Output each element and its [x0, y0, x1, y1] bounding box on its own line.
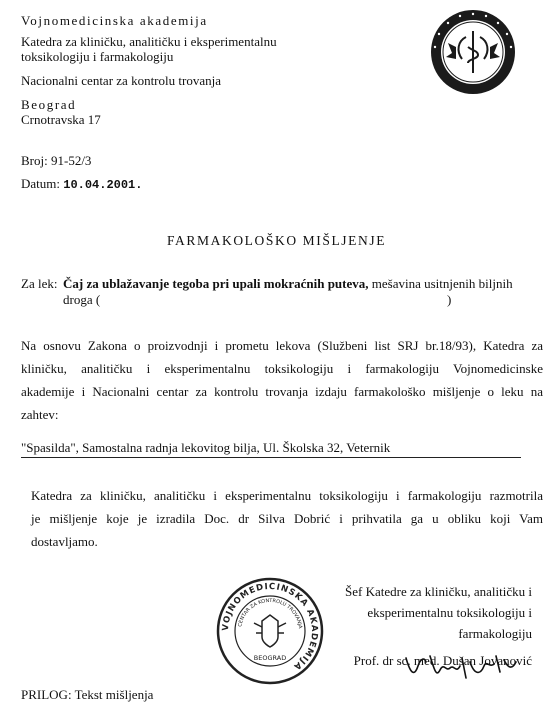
paragraph-line: je mišljenje koje je izradila Doc. dr Silva Dobrić i prihvatila ga u obliku koji Vam — [31, 511, 543, 526]
signature-title-line-1: Šef Katedre za kliničku, analitičku i — [345, 584, 532, 599]
paragraph-line: Katedra za kliničku, analitičku i eksperimentalnu toksikologiju i farmakologiju razmotrila — [31, 488, 543, 503]
paragraph-line: Na osnovu Zakona o proizvodnji i prometu lekova (Službeni list SRJ br.18/93), Katedra za — [21, 338, 543, 353]
reference-number — [21, 153, 91, 168]
paragraph-line: akademije i Nacionalni centar za kontrolu trovanja izdaju farmakološko mišljenje o leku na — [21, 384, 543, 399]
drug-description-close: ) — [447, 292, 452, 307]
applicant — [21, 440, 521, 457]
department-line-2: toksikologiju i farmakologiju — [21, 49, 174, 64]
applicant-text: "Spasilda", Samostalna radnja lekovitog bilja, Ul. Školska 32, Veternik — [21, 440, 391, 455]
city: Beograd — [21, 97, 77, 112]
handwritten-signature-icon — [400, 648, 520, 688]
academy-seal-icon — [428, 7, 518, 97]
department-line-1: Katedra za kliničku, analitičku i eksperimentalnu — [21, 34, 277, 49]
drug-line-1 — [63, 276, 533, 291]
stamp-city-text: BEOGRAD — [253, 654, 287, 662]
drug-description: mešavina usitnjenih biljnih — [371, 276, 513, 291]
date-value: 10.04.2001. — [63, 178, 143, 192]
stamp-outer-text: VOJNOMEDICINSKA AKADEMIJA — [220, 581, 320, 672]
review-paragraph — [31, 484, 543, 553]
drug-line-2 — [63, 292, 473, 307]
paragraph-line: kliničku, analitičku i eksperimentalnu toksikologiju i farmakologiju Vojnomedicinske — [21, 361, 543, 376]
drug-name: Čaj za ublažavanje tegoba pri upali mokraćnih puteva, — [63, 276, 369, 291]
poison-center-name: Nacionalni centar za kontrolu trovanja — [21, 73, 221, 88]
signature-title-line-2: eksperimentalnu toksikologiju i — [367, 605, 532, 620]
stamp-inner-text: CENTAR ZA KONTROLU TROVANJA — [237, 597, 303, 629]
signature-title-line-3: farmakologiju — [458, 626, 532, 641]
applicant-underline — [21, 457, 521, 458]
drug-label: Za lek: — [21, 276, 58, 291]
reference-value: 91-52/3 — [50, 153, 92, 168]
attachment-note: PRILOG: Tekst mišljenja — [21, 687, 154, 702]
reference-label: Broj: — [21, 153, 48, 168]
street-address: Crnotravska 17 — [21, 112, 101, 127]
legal-basis-paragraph — [21, 334, 543, 426]
drug-description-open: droga ( — [63, 292, 101, 307]
document-title: FARMAKOLOŠKO MIŠLJENJE — [166, 233, 387, 248]
date-label: Datum: — [21, 176, 60, 191]
signatory-name: Prof. dr sc. med. Dušan Jovanović — [353, 653, 532, 668]
institution-name: Vojnomedicinska akademija — [21, 13, 208, 28]
paragraph-line: dostavljamo. — [31, 534, 98, 549]
paragraph-line: zahtev: — [21, 407, 59, 422]
document-date — [21, 176, 142, 193]
